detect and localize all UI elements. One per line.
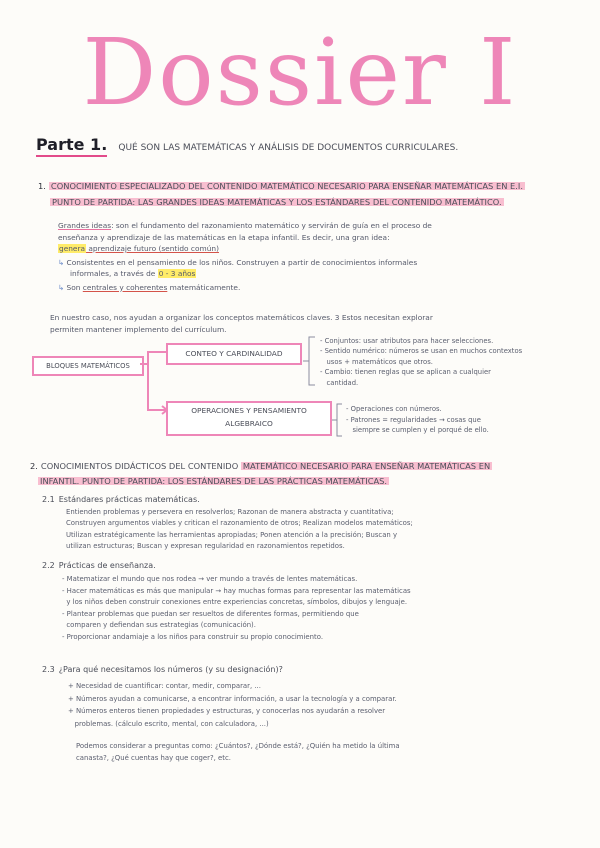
- note-3: siempre se cumplen y el porqué de ello.: [346, 426, 489, 435]
- big-ideas-bullet-1a: Consistentes en el pensamiento de los niños. Construyen a partir de conocimientos informales: [66, 257, 418, 267]
- operations-algebra-box: OPERACIONES Y PENSAMIENTO ALGEBRAICO: [166, 401, 332, 436]
- text-line: utilizan estructuras; Buscan y expresan regularidad en razonamientos repetidos.: [66, 541, 345, 550]
- note-2: - Patrones = regularidades → cosas que: [346, 415, 481, 424]
- part-heading: [36, 135, 576, 154]
- section-2-line-2: INFANTIL. PUNTO DE PARTIDA: LOS ESTÁNDARES DE LAS PRÁCTICAS MATEMÁTICAS.: [40, 476, 388, 486]
- note-4: - Cambio: tienen reglas que se aplican a cualquier: [320, 368, 491, 377]
- text-line: Construyen argumentos viables y critican el razonamiento de otros; Realizan modelos matemáticos;: [66, 519, 413, 528]
- part-title: QUÉ SON LAS MATEMÁTICAS Y ANÁLISIS DE DOCUMENTOS CURRICULARES.: [118, 143, 459, 153]
- subsection-2-3-heading: [42, 664, 283, 676]
- subsection-2-1-number: 2.1: [42, 495, 55, 504]
- big-ideas-text-1: : son el fundamento del razonamiento matemático y servirán de guía en el proceso de: [111, 221, 432, 230]
- list-item: - Plantear problemas que puedan ser resueltos de diferentes formas, permitiendo que: [62, 609, 359, 618]
- subsection-2-1-text: [66, 507, 596, 552]
- subsection-2-2-number: 2.2: [42, 561, 55, 570]
- counting-cardinality-box: CONTEO Y CARDINALIDAD: [166, 343, 302, 365]
- notes-2-brace: [332, 402, 344, 438]
- list-item: y los niños deben construir conexiones entre experiencias concretas, símbolos, dibujos y lenguaje.: [62, 598, 408, 607]
- section-1-heading: [38, 180, 588, 209]
- list-item: - Hacer matemáticas es más que manipular → hay muchas formas para representar las matemáticas: [62, 586, 411, 595]
- note-1: - Conjuntos: usar atributos para hacer selecciones.: [320, 337, 494, 345]
- section-2-line-1a: CONOCIMIENTOS DIDÁCTICOS DEL CONTENIDO: [40, 461, 241, 471]
- note-1: - Operaciones con números.: [346, 405, 442, 413]
- closing-questions: [76, 740, 596, 764]
- arrow-icon: ↳: [58, 257, 67, 267]
- subsection-2-2-heading: [42, 560, 156, 572]
- subsection-2-1-heading: [42, 494, 200, 506]
- subsection-2-3-number: 2.3: [42, 665, 55, 674]
- notes-1-list: [320, 336, 595, 388]
- list-item: comparen y defiendan sus estrategias (comunicación).: [62, 621, 256, 630]
- list-item: + Necesidad de cuantificar: contar, medir, comparar, ...: [68, 682, 261, 690]
- big-ideas-bullet-1b: informales, a través de: [70, 269, 158, 278]
- section-2-line-1b: MATEMÁTICO NECESARIO PARA ENSEÑAR MATEMÁTICAS EN: [242, 461, 491, 471]
- notes-2-list: [346, 404, 596, 436]
- subsection-2-1-title: Estándares prácticas matemáticas.: [58, 495, 200, 504]
- text-line: Utilizan estratégicamente las herramientas apropiadas; Ponen atención a la precisión; Buscan y: [66, 530, 398, 539]
- subsection-2-3-title: ¿Para qué necesitamos los números (y su designación)?: [58, 665, 283, 674]
- big-ideas-term: Grandes ideas: [58, 221, 112, 230]
- section-1-number: 1.: [38, 181, 46, 191]
- list-item: problemas. (cálculo escrito, mental, con calculadora, ...): [68, 719, 269, 728]
- blocks-label-box: BLOQUES MATEMÁTICOS: [32, 356, 144, 376]
- document-title: Dossier I: [82, 19, 518, 126]
- list-item: - Matematizar el mundo que nos rodea → ver mundo a través de lentes matemáticas.: [62, 575, 358, 583]
- big-ideas-bullet-2a: Son: [66, 282, 83, 292]
- text-line: Podemos considerar a preguntas como: ¿Cuántos?, ¿Dónde está?, ¿Quién ha metido la última: [76, 742, 400, 750]
- list-item: + Números ayudan a comunicarse, a encontrar información, a usar la tecnología y a comparar.: [68, 694, 397, 703]
- big-ideas-bullet-2c: matemáticamente.: [167, 282, 241, 292]
- big-ideas-paragraph: [58, 220, 593, 293]
- big-ideas-age: 0 - 3 años: [158, 269, 196, 278]
- subsection-2-2-list: [62, 574, 596, 644]
- text-line: Entienden problemas y persevera en resolverlos; Razonan de manera abstracta y cuantitativa;: [66, 508, 394, 516]
- section-1-line-1: CONOCIMIENTO ESPECIALIZADO DEL CONTENIDO MATEMÁTICO NECESARIO PARA ENSEÑAR MATEMÁTICAS EN E.I.: [50, 181, 523, 191]
- section-2-number: 2.: [30, 461, 38, 471]
- note-2: - Sentido numérico: números se usan en muchos contextos: [320, 347, 523, 356]
- part-label: Parte 1.: [36, 135, 107, 157]
- text-line: canasta?, ¿Qué cuentas hay que coger?, etc.: [76, 754, 231, 762]
- subsection-2-3-list: [68, 680, 596, 730]
- list-item: - Proporcionar andamiaje a los niños para construir su propio conocimiento.: [62, 632, 324, 641]
- note-5: cantidad.: [320, 378, 359, 387]
- list-item: + Números enteros tienen propiedades y estructuras, y conocerlas nos ayudarán a resolver: [68, 707, 386, 716]
- subsection-2-2-title: Prácticas de enseñanza.: [58, 561, 156, 570]
- concepts-paragraph: [50, 312, 595, 335]
- section-2-heading: [30, 460, 590, 488]
- arrow-icon: ↳: [58, 282, 67, 292]
- big-ideas-text-2: enseñanza y aprendizaje de las matemáticas en la etapa infantil. Es decir, una gran idea:: [58, 232, 390, 242]
- big-ideas-generic: genera: [59, 244, 86, 253]
- notes-1-brace: [303, 335, 317, 389]
- big-ideas-bullet-2b: centrales y coherentes: [82, 282, 168, 292]
- section-1-line-2: PUNTO DE PARTIDA: LAS GRANDES IDEAS MATEMÁTICAS Y LOS ESTÁNDARES DEL CONTENIDO MATEMÁTICO.: [52, 197, 502, 207]
- concepts-line-2: permiten mantener implemento del currículum.: [50, 324, 227, 334]
- big-ideas-text-3: aprendizaje futuro (sentido común): [86, 244, 219, 253]
- note-3: usos + matemáticos que otros.: [320, 357, 433, 366]
- concepts-line-1: En nuestro caso, nos ayudan a organizar los conceptos matemáticos claves. 3 Estos necesitan explorar: [50, 313, 433, 322]
